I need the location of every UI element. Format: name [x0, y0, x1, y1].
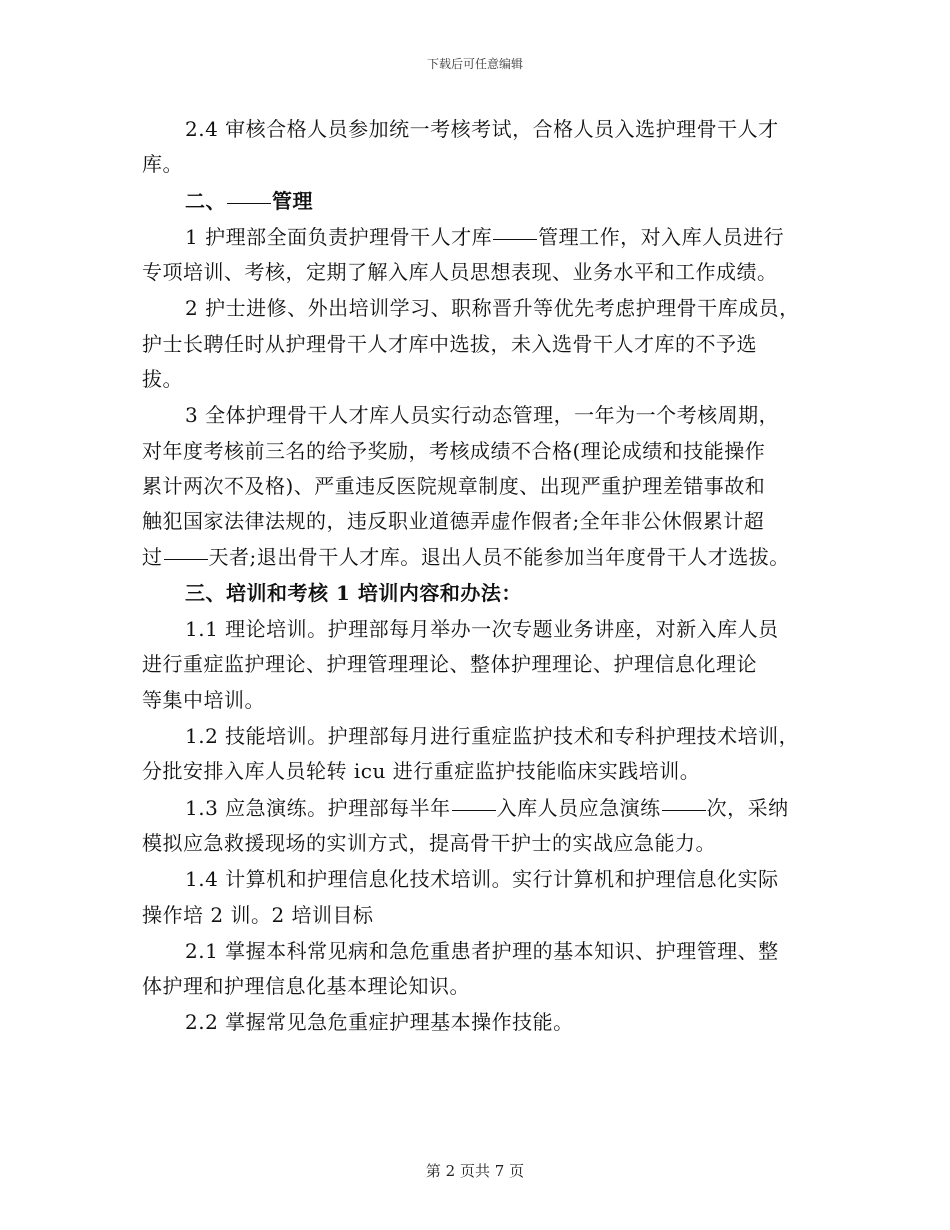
section-heading-management — [142, 184, 822, 219]
page-number: 第 2 页共 7 页 — [425, 1162, 525, 1180]
text-line — [142, 220, 822, 255]
text-segment: 次，采纳 — [706, 795, 789, 820]
text-segment: 入库人员应急演练 — [496, 795, 661, 820]
text-line: 触犯国家法律法规的，违反职业道德弄虚作假者;全年非公休假累计超 — [142, 509, 765, 534]
text-line: 1.4 计算机和护理信息化技术培训。实行计算机和护理信息化实际 — [185, 867, 779, 892]
text-line: 专项培训、考核，定期了解入库人员思想表现、业务水平和工作成绩。 — [142, 260, 778, 285]
text-line: 体护理和护理信息化基本理论知识。 — [142, 974, 470, 999]
paragraph-1-4 — [142, 862, 822, 933]
text-line: 2.4 审核合格人员参加统一考核考试，合格人员入选护理骨干人才 — [185, 117, 779, 141]
text-segment: 1 护理部全面负责护理骨干人才库 — [185, 224, 493, 249]
text-line: 2.2 掌握常见急危重症护理基本操作技能。 — [185, 1010, 574, 1035]
fill-blank — [227, 202, 271, 204]
text-line: 1.2 技能培训。护理部每月进行重症监护技术和专科护理技术培训， — [185, 724, 800, 749]
text-line: 2 护士进修、外出培训学习、职称晋升等优先考虑护理骨干库成员， — [185, 296, 800, 321]
heading-text: 管理 — [272, 188, 313, 213]
fill-blank — [164, 558, 208, 560]
paragraph-mgmt-3 — [142, 398, 822, 574]
paragraph-1-3 — [142, 791, 822, 862]
paragraph-1-1 — [142, 612, 822, 718]
text-segment: 过 — [142, 544, 163, 569]
document-body — [142, 112, 822, 1041]
text-line: 对年度考核前三名的给予奖励，考核成绩不合格(理论成绩和技能操作 — [142, 438, 766, 463]
text-line: 模拟应急救援现场的实训方式，提高骨干护士的实战应急能力。 — [142, 830, 716, 855]
text-line: 库。 — [142, 152, 183, 177]
text-segment: 天者;退出骨干人才库。退出人员不能参加当年度骨干人才选拔。 — [208, 544, 790, 569]
text-line: 3 全体护理骨干人才库人员实行动态管理，一年为一个考核周期， — [185, 403, 780, 428]
paragraph-mgmt-1 — [142, 220, 822, 291]
text-line — [142, 540, 822, 575]
fill-blank — [493, 238, 537, 240]
text-line: 等集中培训。 — [142, 687, 265, 712]
text-line: 操作培 2 训。2 培训目标 — [142, 902, 374, 927]
fill-blank — [662, 809, 706, 811]
header-note: 下载后可任意编辑 — [426, 57, 523, 71]
text-segment: 管理工作，对入库人员进行 — [538, 224, 785, 249]
paragraph-mgmt-2 — [142, 291, 822, 397]
section-heading-training: 三、培训和考核 1 培训内容和办法： — [185, 580, 522, 605]
paragraph-2-4 — [142, 112, 822, 183]
text-line: 累计两次不及格)、严重违反医院规章制度、出现严重护理差错事故和 — [142, 473, 766, 498]
text-line: 进行重症监护理论、护理管理理论、整体护理理论、护理信息化理论 — [142, 652, 757, 677]
text-line: 2.1 掌握本科常见病和急危重患者护理的基本知识、护理管理、整 — [185, 938, 779, 963]
text-line: 1.1 理论培训。护理部每月举办一次专题业务讲座，对新入库人员 — [185, 617, 779, 642]
fill-blank — [452, 809, 496, 811]
text-line — [142, 791, 822, 826]
heading-number: 二、 — [185, 188, 226, 213]
text-line: 护士长聘任时从护理骨干人才库中选拔，未入选骨干人才库的不予选 — [142, 331, 757, 356]
paragraph-2-1 — [142, 934, 822, 1005]
text-line: 拔。 — [142, 367, 183, 392]
text-segment: 1.3 应急演练。护理部每半年 — [185, 795, 451, 820]
paragraph-1-2 — [142, 719, 822, 790]
paragraph-2-2 — [142, 1005, 822, 1040]
text-line: 分批安排入库人员轮转 icu 进行重症监护技能临床实践培训。 — [142, 759, 701, 784]
